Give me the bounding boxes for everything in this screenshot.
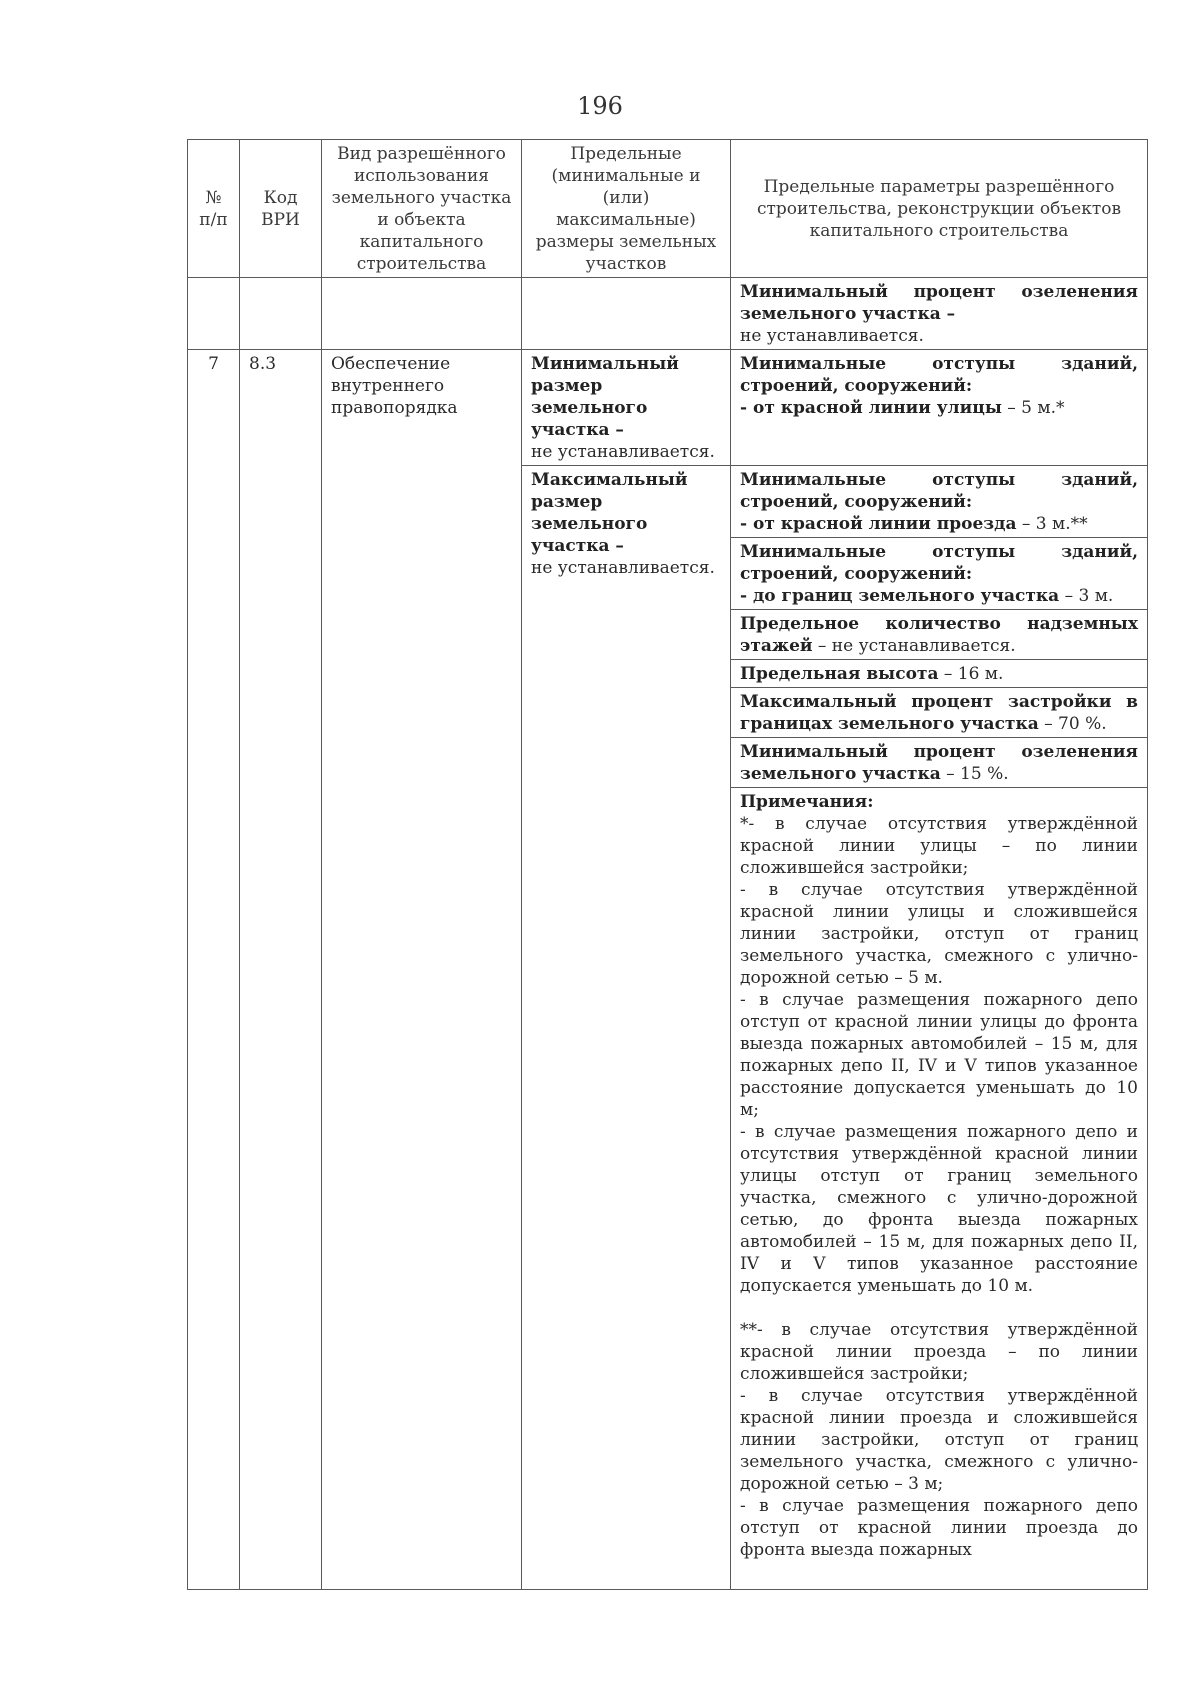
notes-cell: [731, 788, 1148, 1590]
height-value: – 16 м.: [938, 664, 1004, 684]
setback-passage-label: Минимальные отступы зданий, строений, сооружений:: [740, 470, 1138, 512]
greening-carry-label: Минимальный процент озеленения земельного участка –: [740, 282, 1138, 324]
note-item: - в случае отсутствия утверждённой красной линии улицы и сложившейся линии застройки, отступ от границ земельного участка, смежного с улично-дорожной сетью – 5 м.: [740, 880, 1138, 988]
floors-label: Предельное количество надземных этажей: [740, 614, 1138, 656]
max-size-label: Максимальный размер земельного участка –: [531, 470, 688, 556]
greening-carry-cell: [731, 278, 1148, 350]
table-row: [188, 350, 1148, 466]
height-cell: [731, 660, 1148, 688]
setback-passage-sublabel: - от красной линии проезда: [740, 514, 1017, 534]
setback-border-cell: [731, 538, 1148, 610]
note-item: **- в случае отсутствия утверждённой красной линии проезда – по линии сложившейся застройки;: [740, 1320, 1138, 1384]
header-sizes: Предельные (минимальные и (или) максимальные) размеры земельных участков: [522, 140, 731, 278]
page-number: 196: [577, 92, 623, 120]
header-num: № п/п: [188, 140, 240, 278]
setback-street-value: – 5 м.*: [1001, 398, 1065, 418]
setback-street-label: Минимальные отступы зданий, строений, сооружений:: [740, 354, 1138, 396]
max-size-cell: [522, 466, 731, 1590]
greening-cell: [731, 738, 1148, 788]
header-row: [188, 140, 1148, 278]
greening-label: Минимальный процент озеленения земельного участка: [740, 742, 1138, 784]
greening-carry-value: не устанавливается.: [740, 326, 924, 346]
setback-passage-cell: [731, 466, 1148, 538]
row-code: 8.3: [240, 350, 322, 1590]
carry-over-row: [188, 278, 1148, 350]
floors-value: – не устанавливается.: [812, 636, 1016, 656]
coverage-label: Максимальный процент застройки в границах земельного участка: [740, 692, 1138, 734]
coverage-cell: [731, 688, 1148, 738]
setback-border-value: – 3 м.: [1059, 586, 1114, 606]
note-item: - в случае размещения пожарного депо отступ от красной линии проезда до фронта выезда пожарных: [740, 1496, 1138, 1560]
setback-border-sublabel: - до границ земельного участка: [740, 586, 1060, 606]
header-code: Код ВРИ: [240, 140, 322, 278]
height-label: Предельная высота: [740, 664, 939, 684]
setback-street-sublabel: - от красной линии улицы: [740, 398, 1002, 418]
min-size-label: Минимальный размер земельного участка –: [531, 354, 679, 440]
header-params: Предельные параметры разрешённого строительства, реконструкции объектов капитального строительства: [731, 140, 1148, 278]
row-number: 7: [188, 350, 240, 1590]
greening-value: – 15 %.: [940, 764, 1009, 784]
note-item: *- в случае отсутствия утверждённой красной линии улицы – по линии сложившейся застройки;: [740, 814, 1138, 878]
min-size-cell: [522, 350, 731, 466]
note-item: - в случае размещения пожарного депо отступ от красной линии улицы до фронта выезда пожарных автомобилей – 15 м, для пожарных депо II, IV и V типов указанное расстояние допускается уменьшать до 10 м;: [740, 990, 1138, 1120]
setback-border-label: Минимальные отступы зданий, строений, сооружений:: [740, 542, 1138, 584]
floors-cell: [731, 610, 1148, 660]
regulations-table: [187, 139, 1148, 1590]
notes-title: Примечания:: [740, 792, 874, 812]
setback-passage-value: – 3 м.**: [1016, 514, 1088, 534]
header-use: Вид разрешённого использования земельного участка и объекта капитального строительства: [322, 140, 522, 278]
setback-street-cell: [731, 350, 1148, 466]
coverage-value: – 70 %.: [1038, 714, 1107, 734]
min-size-value: не устанавливается.: [531, 442, 715, 462]
row-use-type: Обеспечение внутреннего правопорядка: [322, 350, 522, 1590]
note-item: - в случае размещения пожарного депо и отсутствия утверждённой красной линии улицы отступ от границ земельного участка, смежного с улично-дорожной сетью, до фронта выезда пожарных автомобилей – 15 м, для пожарных депо II, IV и V типов указанное расстояние допускается уменьшать до 10 м.: [740, 1122, 1138, 1296]
max-size-value: не устанавливается.: [531, 558, 715, 578]
note-item: - в случае отсутствия утверждённой красной линии проезда и сложившейся линии застройки, отступ от границ земельного участка, смежного с улично-дорожной сетью – 3 м;: [740, 1386, 1138, 1494]
